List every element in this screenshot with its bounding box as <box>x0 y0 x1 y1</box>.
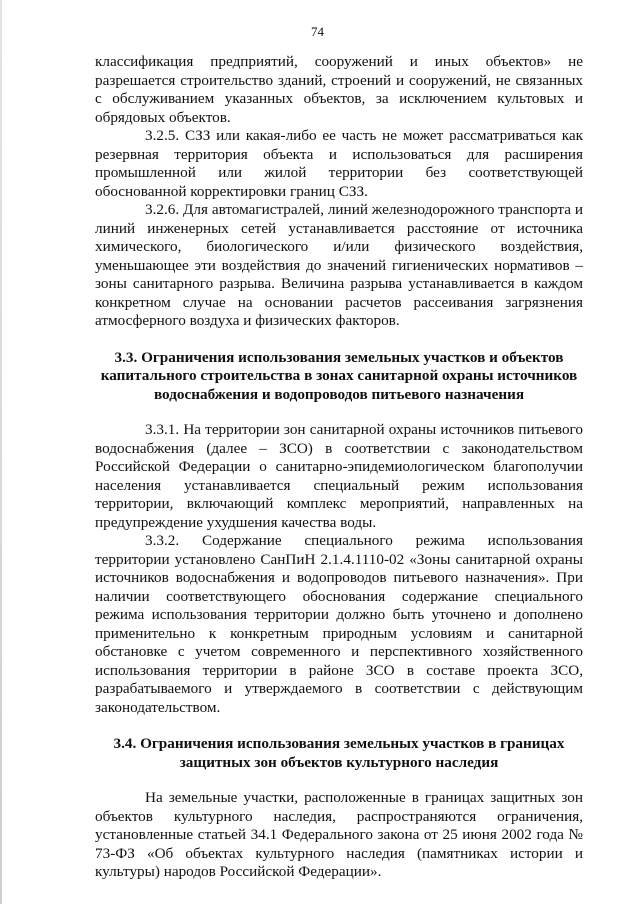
section-heading-3-3: 3.3. Ограничения использования земельных участков и объектов капитального строительства в зонах санитарной охраны источников водоснабжения и водопроводов питьевого назначения <box>100 348 578 403</box>
paragraph-3-3-2: 3.3.2. Содержание специального режима использования территории установлено СанПиН 2.1.4.1110-02 «Зоны санитарной охраны источников водоснабжения и водопроводов питьевого назначения». При наличии соответствующего обоснования содержание специального режима использования территории должно быть уточнено и дополнено применительно к конкретным природным условиям и санитарной обстановке с учетом современного и перспективного хозяйственного использования территории в районе ЗСО в составе проекта ЗСО, разрабатываемого и утверждаемого в соответствии с действующим законодательством. <box>95 532 583 716</box>
paragraph-3-2-6: 3.2.6. Для автомагистралей, линий железнодорожного транспорта и линий инженерных сетей устанавливается расстояние от источника химического, биологического и/или физического воздействия, уменьшающее эти воздействия до значений гигиенических нормативов – зоны санитарного разрыва. Величина разрыва устанавливается в каждом конкретном случае на основании расчетов рассеивания загрязнения атмосферного воздуха и физических факторов. <box>95 201 583 329</box>
paragraph-3-2-5: 3.2.5. СЗЗ или какая-либо ее часть не может рассматриваться как резервная территория объекта и использоваться для расширения промышленной или жилой территории без соответствующей обоснованной корректировки границ СЗЗ. <box>95 127 583 200</box>
scan-edge <box>0 0 2 904</box>
section-heading-3-4: 3.4. Ограничения использования земельных участков в границах защитных зон объектов культурного наследия <box>113 735 565 771</box>
paragraph-cultural-heritage: На земельные участки, расположенные в границах защитных зон объектов культурного наследия, распространяются ограничения, установленные статьей 34.1 Федерального закона от 25 июня 2002 года № 73-ФЗ «Об объектах культурного наследия (памятниках истории и культуры) народов Российской Федерации». <box>95 789 583 880</box>
paragraph-3-3-1: 3.3.1. На территории зон санитарной охраны источников питьевого водоснабжения (далее – ЗСО) в соответствии с законодательством Российской Федерации о санитарно-эпидемиологическом благополучии населения устанавливается специальный режим использования территории, включающий комплекс мероприятий, направленных на предупреждение ухудшения качества воды. <box>95 421 583 531</box>
page-number: 74 <box>311 24 324 39</box>
paragraph-continuation: классификация предприятий, сооружений и иных объектов» не разрешается строительство зданий, строений и сооружений, не связанных с обслуживанием указанных объектов, за исключением культовых и обрядовых объектов. <box>95 53 583 126</box>
page-body <box>95 53 583 882</box>
